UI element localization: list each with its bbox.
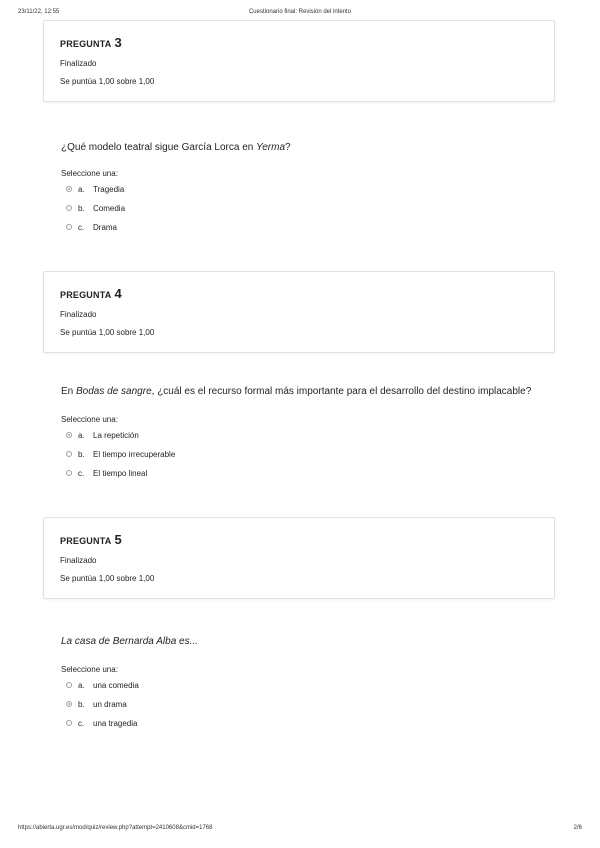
question-grade: Se puntúa 1,00 sobre 1,00	[60, 77, 155, 86]
question-number	[60, 532, 122, 547]
option-text: Drama	[93, 222, 118, 232]
option-letter: a.	[78, 430, 85, 440]
option-text: una comedia	[93, 680, 139, 690]
question-state: Finalizado	[60, 310, 97, 319]
question-grade: Se puntúa 1,00 sobre 1,00	[60, 574, 155, 583]
option-letter: c.	[78, 468, 85, 478]
answer-option-a[interactable]	[66, 183, 124, 195]
option-letter: c.	[78, 718, 85, 728]
option-text: un drama	[93, 699, 127, 709]
answer-option-b[interactable]	[66, 698, 127, 710]
question-label: PREGUNTA	[60, 536, 112, 546]
qtext-part: ?	[285, 142, 291, 153]
radio-icon[interactable]	[66, 205, 72, 211]
question-label: PREGUNTA	[60, 39, 112, 49]
qtext-part: En	[61, 386, 77, 397]
question-info-4	[43, 271, 555, 353]
option-text: una tragedia	[93, 718, 138, 728]
option-text: La repetición	[93, 430, 139, 440]
option-letter: c.	[78, 222, 85, 232]
page-number: 2/6	[573, 825, 582, 831]
qtext-part: ¿Qué modelo teatral sigue García Lorca en	[61, 142, 257, 153]
answer-option-c[interactable]	[66, 717, 137, 729]
option-text: El tiempo lineal	[93, 468, 148, 478]
radio-checked-icon[interactable]	[66, 701, 72, 707]
qtext-italic: Yerma	[256, 142, 286, 153]
answer-prompt: Seleccione una:	[61, 415, 118, 424]
answer-option-a[interactable]	[66, 679, 139, 691]
qtext-part: , ¿cuál es el recurso formal más importante para el desarrollo del destino implacable?	[151, 386, 532, 397]
question-state: Finalizado	[60, 556, 97, 565]
radio-icon[interactable]	[66, 451, 72, 457]
question-text-4	[61, 386, 531, 397]
question-info-5	[43, 517, 555, 599]
option-text: Comedia	[93, 203, 126, 213]
answer-option-c[interactable]	[66, 467, 147, 479]
radio-icon[interactable]	[66, 470, 72, 476]
answer-option-c[interactable]	[66, 221, 117, 233]
print-title: Cuestionario final: Revisión del intento	[248, 9, 352, 15]
radio-icon[interactable]	[66, 224, 72, 230]
radio-checked-icon[interactable]	[66, 186, 72, 192]
print-footer	[0, 825, 600, 835]
answer-option-b[interactable]	[66, 202, 125, 214]
print-date: 23/11/22, 12:55	[18, 9, 60, 15]
question-number	[60, 35, 122, 50]
option-text: El tiempo irrecuperable	[93, 449, 176, 459]
option-letter: a.	[78, 184, 85, 194]
question-num: 3	[114, 35, 122, 50]
page-url: https://abierta.ugr.es/mod/quiz/review.php?attempt=2410608&cmid=1768	[18, 825, 213, 831]
radio-checked-icon[interactable]	[66, 432, 72, 438]
answer-option-b[interactable]	[66, 448, 175, 460]
answer-option-a[interactable]	[66, 429, 139, 441]
question-number	[60, 286, 122, 301]
question-text-3	[61, 142, 291, 153]
question-text-5	[61, 636, 198, 647]
answer-prompt: Seleccione una:	[61, 665, 118, 674]
question-state: Finalizado	[60, 59, 97, 68]
option-letter: b.	[78, 699, 85, 709]
option-letter: b.	[78, 203, 85, 213]
qtext-italic: La casa de Bernarda Alba es...	[61, 636, 198, 647]
question-info-3	[43, 20, 555, 102]
radio-icon[interactable]	[66, 720, 72, 726]
option-letter: a.	[78, 680, 85, 690]
question-label: PREGUNTA	[60, 290, 112, 300]
qtext-italic: Bodas de sangre	[76, 386, 152, 397]
question-grade: Se puntúa 1,00 sobre 1,00	[60, 328, 155, 337]
option-letter: b.	[78, 449, 85, 459]
option-text: Tragedia	[93, 184, 125, 194]
answer-prompt: Seleccione una:	[61, 169, 118, 178]
question-num: 4	[114, 286, 122, 301]
radio-icon[interactable]	[66, 682, 72, 688]
question-num: 5	[114, 532, 122, 547]
